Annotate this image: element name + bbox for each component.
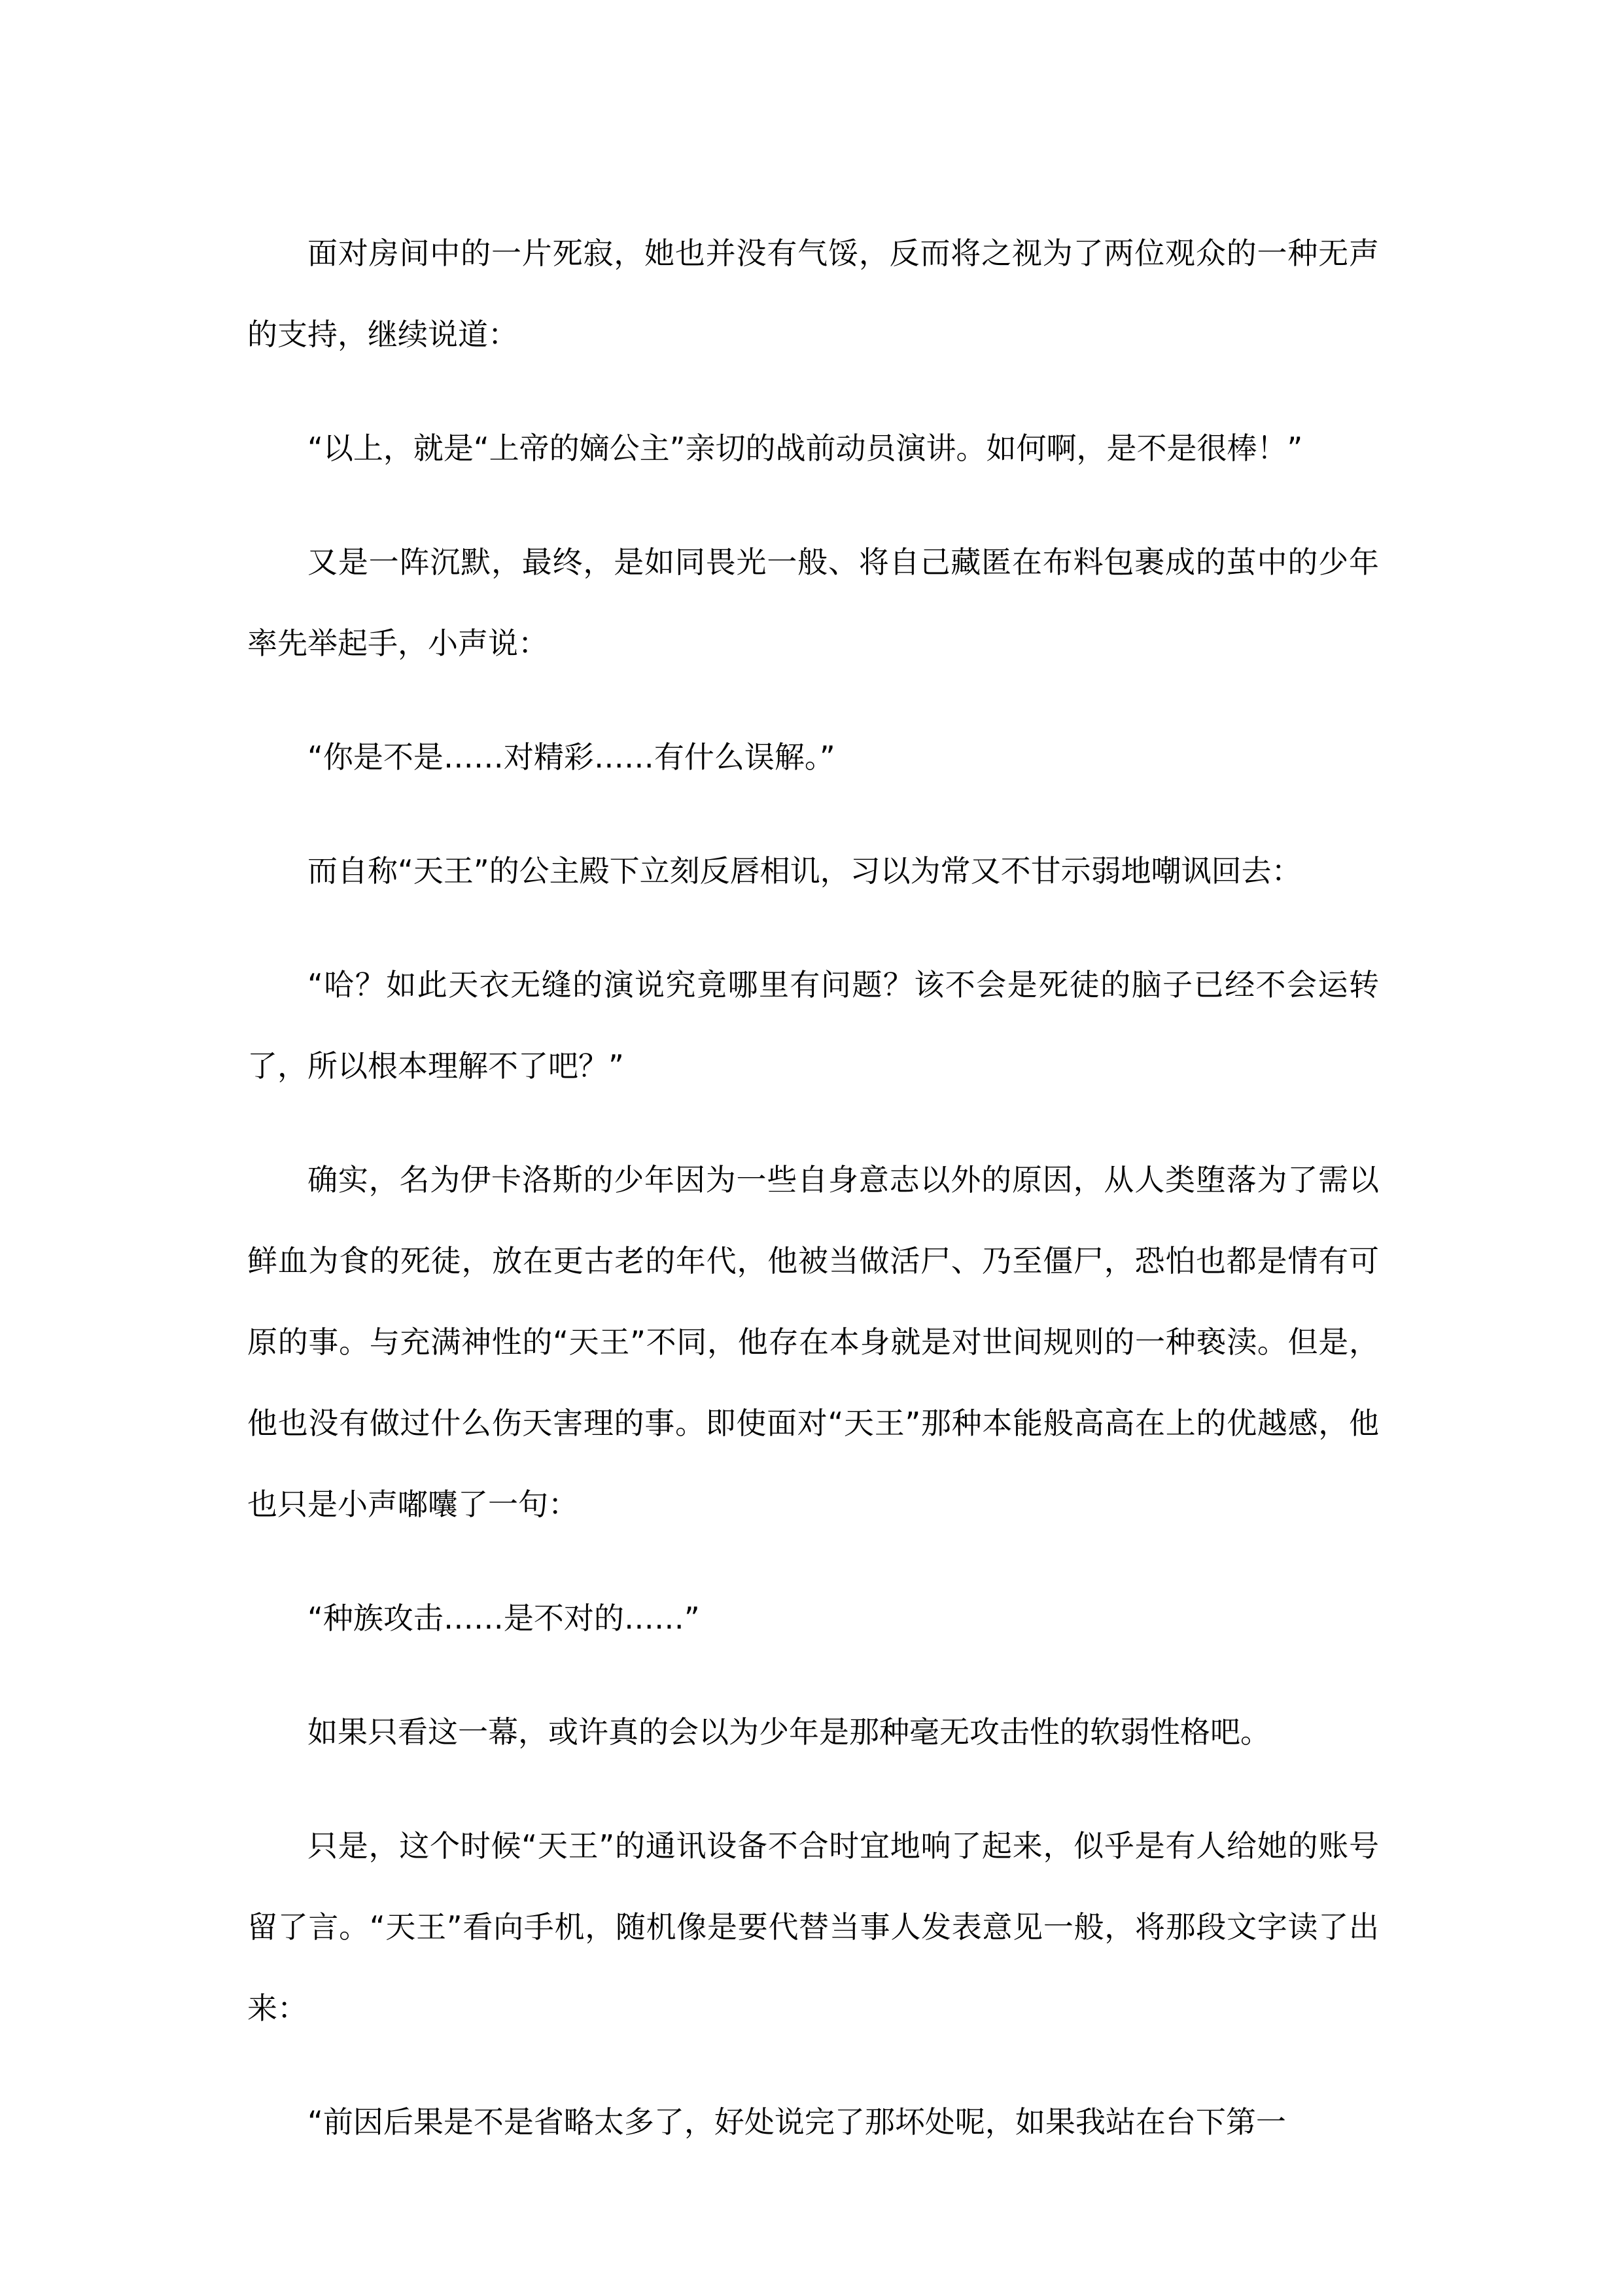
paragraph: “你是不是……对精彩……有什么误解。” — [307, 739, 835, 775]
paragraph: “种族攻击……是不对的……” — [307, 1600, 700, 1636]
paragraph: 又是一阵沉默，最终，是如同畏光一般、将自己藏匿在布料包裹成的茧中的少年率先举起手，小声说： — [247, 544, 1379, 661]
paragraph: “哈？如此天衣无缝的演说究竟哪里有问题？该不会是死徒的脑子已经不会运转了，所以根本理解不了吧？” — [247, 967, 1379, 1084]
document-body — [247, 213, 1379, 2195]
paragraph: 如果只看这一幕，或许真的会以为少年是那种毫无攻击性的软弱性格吧。 — [307, 1714, 1270, 1750]
paragraph: 只是，这个时候“天王”的通讯设备不合时宜地响了起来，似乎是有人给她的账号留了言。“天王”看向手机，随机像是要代替当事人发表意见一般，将那段文字读了出来： — [247, 1828, 1379, 2026]
paragraph: 而自称“天王”的公主殿下立刻反唇相讥，习以为常又不甘示弱地嘲讽回去： — [307, 853, 1302, 889]
paragraph: “以上，就是“上帝的嫡公主”亲切的战前动员演讲。如何啊，是不是很棒！” — [307, 431, 1303, 466]
paragraph: 面对房间中的一片死寂，她也并没有气馁，反而将之视为了两位观众的一种无声的支持，继续说道： — [247, 236, 1379, 352]
paragraph: 确实，名为伊卡洛斯的少年因为一些自身意志以外的原因，从人类堕落为了需以鲜血为食的死徒，放在更古老的年代，他被当做活尸、乃至僵尸，恐怕也都是情有可原的事。与充满神性的“天王”不同，他存在本身就是对世间规则的一种亵渎。但是，他也没有做过什么伤天害理的事。即使面对“天王”那种本能般高高在上的优越感，他也只是小声嘟囔了一句： — [247, 1162, 1379, 1522]
paragraph: “前因后果是不是省略太多了，好处说完了那坏处呢，如果我站在台下第一 — [307, 2104, 1286, 2140]
